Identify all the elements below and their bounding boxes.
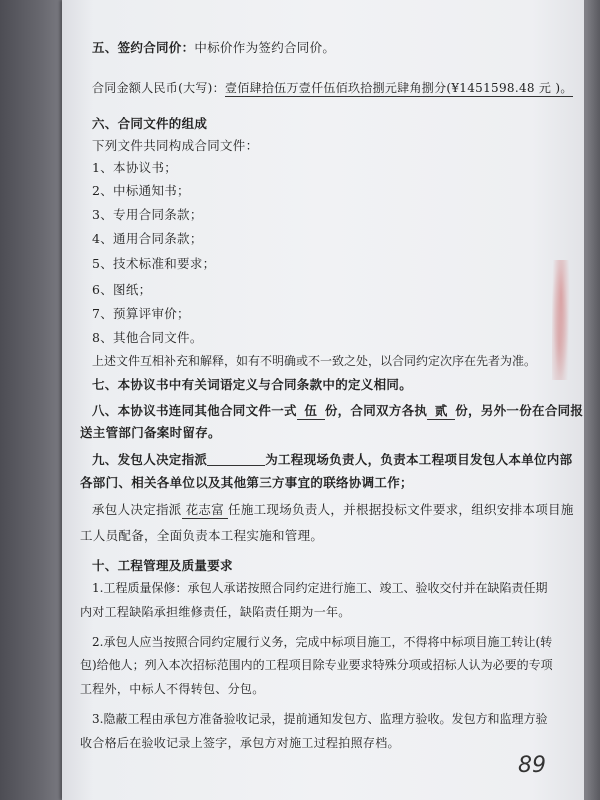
list-item: 5、技术标准和要求； [92,256,216,271]
amount-figure: (¥1451598.48 元 )。 [446,81,573,95]
copies-total-value: 伍 [297,403,325,420]
section10-p1-line1: 1.工程质量保修：承包人承诺按照合同约定进行施工、竣工、验收交付并在缺陷责任期 [92,581,548,595]
section9-p2-b: 任施工现场负责人，并根据投标文件要求，组织安排本项目施 [228,502,574,517]
section10-p1-line2: 内对工程缺陷承担维修责任，缺陷责任期为一年。 [80,605,351,619]
section8-text-a: 八、本协议书连同其他合同文件一式 [92,403,297,418]
section7-text: 七、本协议书中有关词语定义与合同条款中的定义相同。 [92,377,413,392]
section10-p3-line2: 收合格后在验收记录上签字，承包方对施工过程拍照存档。 [80,736,400,750]
section10-heading: 十、工程管理及质量要求 [92,558,233,573]
document-page [62,0,584,800]
section10-p2-line1: 2.承包人应当按照合同约定履行义务，完成中标项目施工，不得将中标项目施工转让(转 [92,635,553,649]
list-item: 6、图纸； [92,282,152,297]
contractor-name: 花志富 [182,502,228,519]
section8-line1 [92,403,583,420]
section8-line2: 送主管部门备案时留存。 [80,425,221,440]
section9-p2-a: 承包人决定指派 [92,502,182,517]
section8-text-b: 份，合同双方各执 [324,403,428,418]
list-item: 4、通用合同条款； [92,231,203,246]
photo-background-left [0,0,64,800]
section5-heading-line [92,40,335,56]
section10-p2-line3: 工程外，中标人不得转包、分包。 [80,682,265,696]
list-item: 3、专用合同条款； [92,207,203,222]
ink-stain [552,260,570,380]
section5-amount-line [92,80,573,97]
amount-prefix: 合同金额人民币(大写)： [92,81,225,95]
list-item: 2、中标通知书； [92,183,190,198]
section5-heading: 五、签约合同价： [92,40,195,55]
list-item: 8、其他合同文件。 [92,330,203,345]
section6-heading: 六、合同文件的组成 [92,116,208,131]
section6-note: 上述文件互相补充和解释，如有不明确或不一致之处，以合同约定次序在先者为准。 [92,354,537,368]
section9-para2-line2: 工人员配备，全面负责本工程实施和管理。 [80,528,324,543]
copies-each-value: 贰 [427,403,455,420]
site-manager-blank [207,453,265,466]
section10-p2-line2: 包)给他人；列入本次招标范围内的工程项目除专业要求特殊分项或招标人认为必要的专项 [80,658,553,672]
photo-background-right [582,0,600,800]
list-item: 7、预算评审价； [92,306,190,321]
list-item: 1、本协议书； [92,160,178,175]
section9-line1-a: 九、发包人决定指派 [92,452,208,467]
handwritten-page-number: 89 [518,753,546,778]
section10-p3-line1: 3.隐蔽工程由承包方准备验收记录，提前通知发包方、监理方验收。发包方和监理方验 [92,712,548,726]
section9-line1-b: 为工程现场负责人，负责本工程项目发包人本单位内部 [265,452,573,467]
section6-intro: 下列文件共同构成合同文件： [92,138,259,153]
section5-heading-rest: 中标价作为签约合同价。 [194,40,336,55]
section9-line2: 各部门、相关各单位以及其他第三方事宜的联络协调工作； [80,475,413,490]
section9-para2-line1 [92,502,574,519]
amount-upper: 壹佰肆拾伍万壹仟伍佰玖拾捌元肆角捌分 [224,81,447,95]
section8-text-c: 份，另外一份在合同报 [455,403,584,418]
section9-line1 [92,452,572,468]
